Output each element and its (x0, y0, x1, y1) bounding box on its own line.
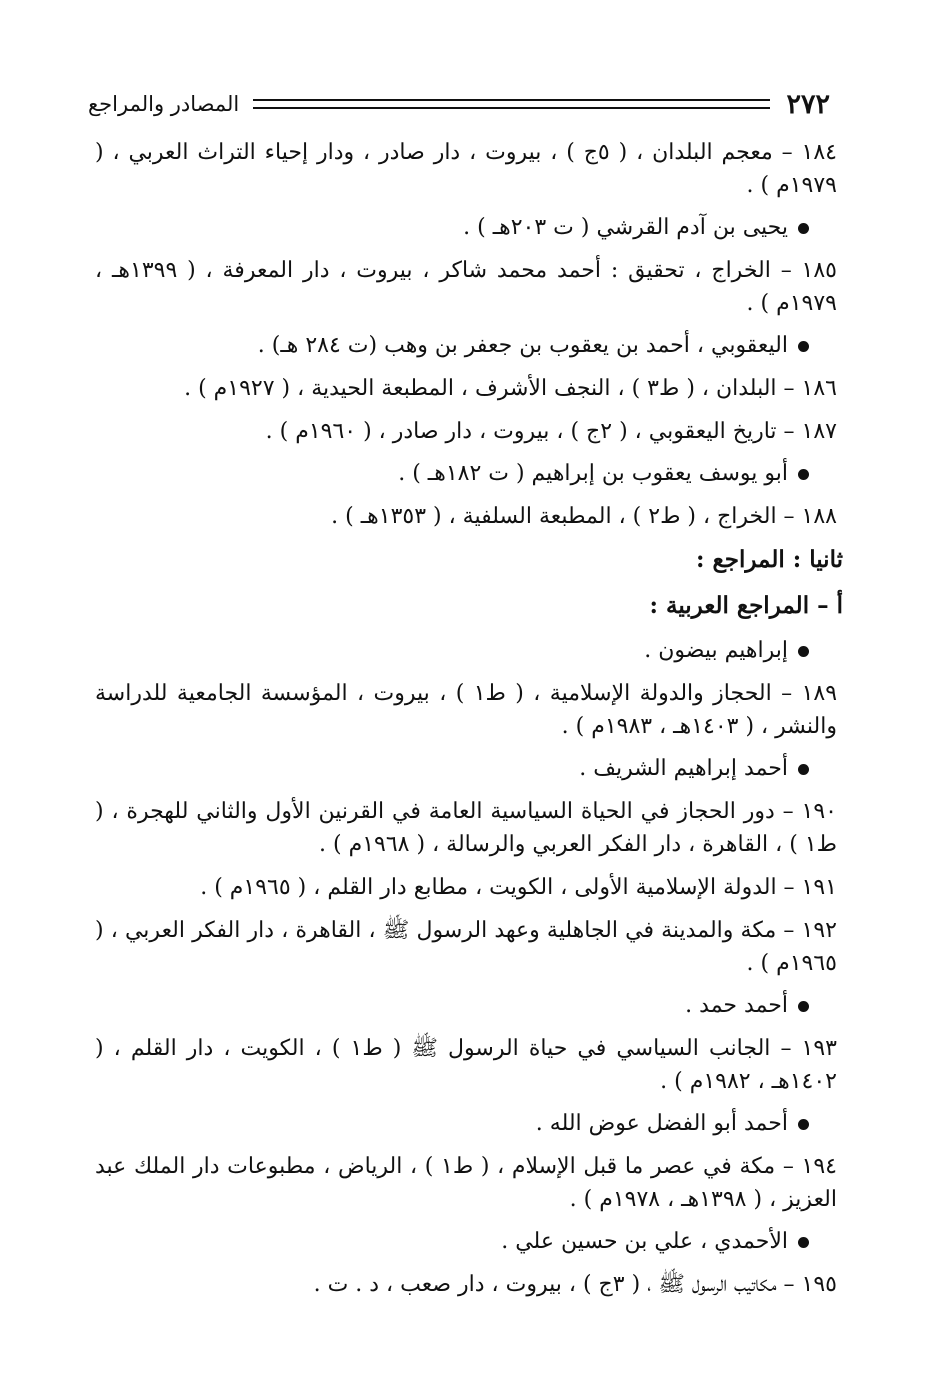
author-name: أحمد حمد . (685, 993, 788, 1018)
subsection-title: أ – المراجع العربية : (649, 592, 843, 619)
author-heading (95, 635, 809, 667)
bullet-icon (798, 469, 809, 480)
author-name: الأحمدي ، علي بن حسين علي . (501, 1229, 788, 1254)
reference-entry: ١٨٩ – الحجاز والدولة الإسلامية ، ( ط١ ) ، بيروت ، المؤسسة الجامعية للدراسة والنشر ، ( ١٤٠٣هـ ، ١٩٨٣م ) . (95, 681, 838, 739)
bullet-icon (798, 764, 809, 775)
bullet-icon (798, 341, 809, 352)
page-header (88, 84, 830, 124)
author-heading (95, 212, 809, 244)
running-title: المصادر والمراجع (88, 92, 240, 116)
author-name: أحمد أبو الفضل عوض الله . (535, 1111, 788, 1136)
reference-entry: ١٨٦ – البلدان ، ( ط٣ ) ، النجف الأشرف ، المطبعة الحيدية ، ( ١٩٢٧م ) . (184, 376, 837, 401)
bullet-icon (798, 646, 809, 657)
reference-entry: ١٩٠ – دور الحجاز في الحياة السياسية العامة في القرنين الأول والثاني للهجرة ، ( ط١ ) ، القاهرة ، دار الفكر العربي والرسالة ، ( ١٩٦٨م ) . (95, 799, 837, 857)
author-name: أحمد إبراهيم الشريف . (579, 756, 788, 781)
author-heading (95, 330, 809, 362)
reference-entry: ١٩٥ – مكاتيب الرسول ﷺ ، ( ٣ج ) ، بيروت ، دار صعب ، د . ت . (313, 1272, 837, 1297)
section-title: ثانيا : المراجع : (696, 546, 843, 573)
reference-entry: ١٩٢ – مكة والمدينة في الجاهلية وعهد الرسول ﷺ ، القاهرة ، دار الفكر العربي ، ( ١٩٦٥م ) . (95, 918, 837, 976)
bullet-icon (798, 1119, 809, 1130)
author-name: يحيى بن آدم القرشي ( ت ٢٠٣هـ ) . (463, 215, 788, 240)
author-heading (95, 753, 809, 785)
author-heading (95, 990, 809, 1022)
bullet-icon (798, 1237, 809, 1248)
reference-entry: ١٩١ – الدولة الإسلامية الأولى ، الكويت ، مطابع دار القلم ، ( ١٩٦٥م ) . (200, 875, 837, 900)
author-heading (95, 1108, 809, 1140)
author-name: اليعقوبي ، أحمد بن يعقوب بن جعفر بن وهب (ت ٢٨٤ هـ) . (257, 333, 788, 358)
author-heading (95, 458, 809, 490)
reference-entry: ١٨٧ – تاريخ اليعقوبي ، ( ٢ج ) ، بيروت ، دار صادر ، ( ١٩٦٠م ) . (265, 419, 837, 444)
reference-entry: ١٨٨ – الخراج ، ( ط٢ ) ، المطبعة السلفية ، ( ١٣٥٣هـ ) . (331, 504, 837, 529)
reference-entry: ١٨٥ – الخراج ، تحقيق : أحمد محمد شاكر ، بيروت ، دار المعرفة ، ( ١٣٩٩هـ ، ١٩٧٩م ) . (95, 258, 837, 316)
page-number: ٢٧٢ (786, 88, 830, 120)
references-list (95, 136, 843, 1311)
reference-entry: ١٨٤ – معجم البلدان ، ( ٥ج ) ، بيروت ، دار صادر ، ودار إحياء التراث العربي ، ( ١٩٧٩م ) . (95, 140, 837, 198)
reference-entry: ١٩٤ – مكة في عصر ما قبل الإسلام ، ( ط١ ) ، الرياض ، مطبوعات دار الملك عبد العزيز ، ( ١٣٩٨هـ ، ١٩٧٨م ) . (95, 1154, 837, 1212)
bullet-icon (798, 1001, 809, 1012)
bullet-icon (798, 223, 809, 234)
author-name: إبراهيم بيضون . (644, 638, 788, 663)
author-heading (95, 1226, 809, 1258)
header-rule (253, 99, 770, 109)
author-name: أبو يوسف يعقوب بن إبراهيم ( ت ١٨٢هـ ) . (398, 461, 788, 486)
reference-entry: ١٩٣ – الجانب السياسي في حياة الرسول ﷺ ( ط١ ) ، الكويت ، دار القلم ، ( ١٤٠٢هـ ، ١٩٨٢م ) . (95, 1036, 837, 1094)
